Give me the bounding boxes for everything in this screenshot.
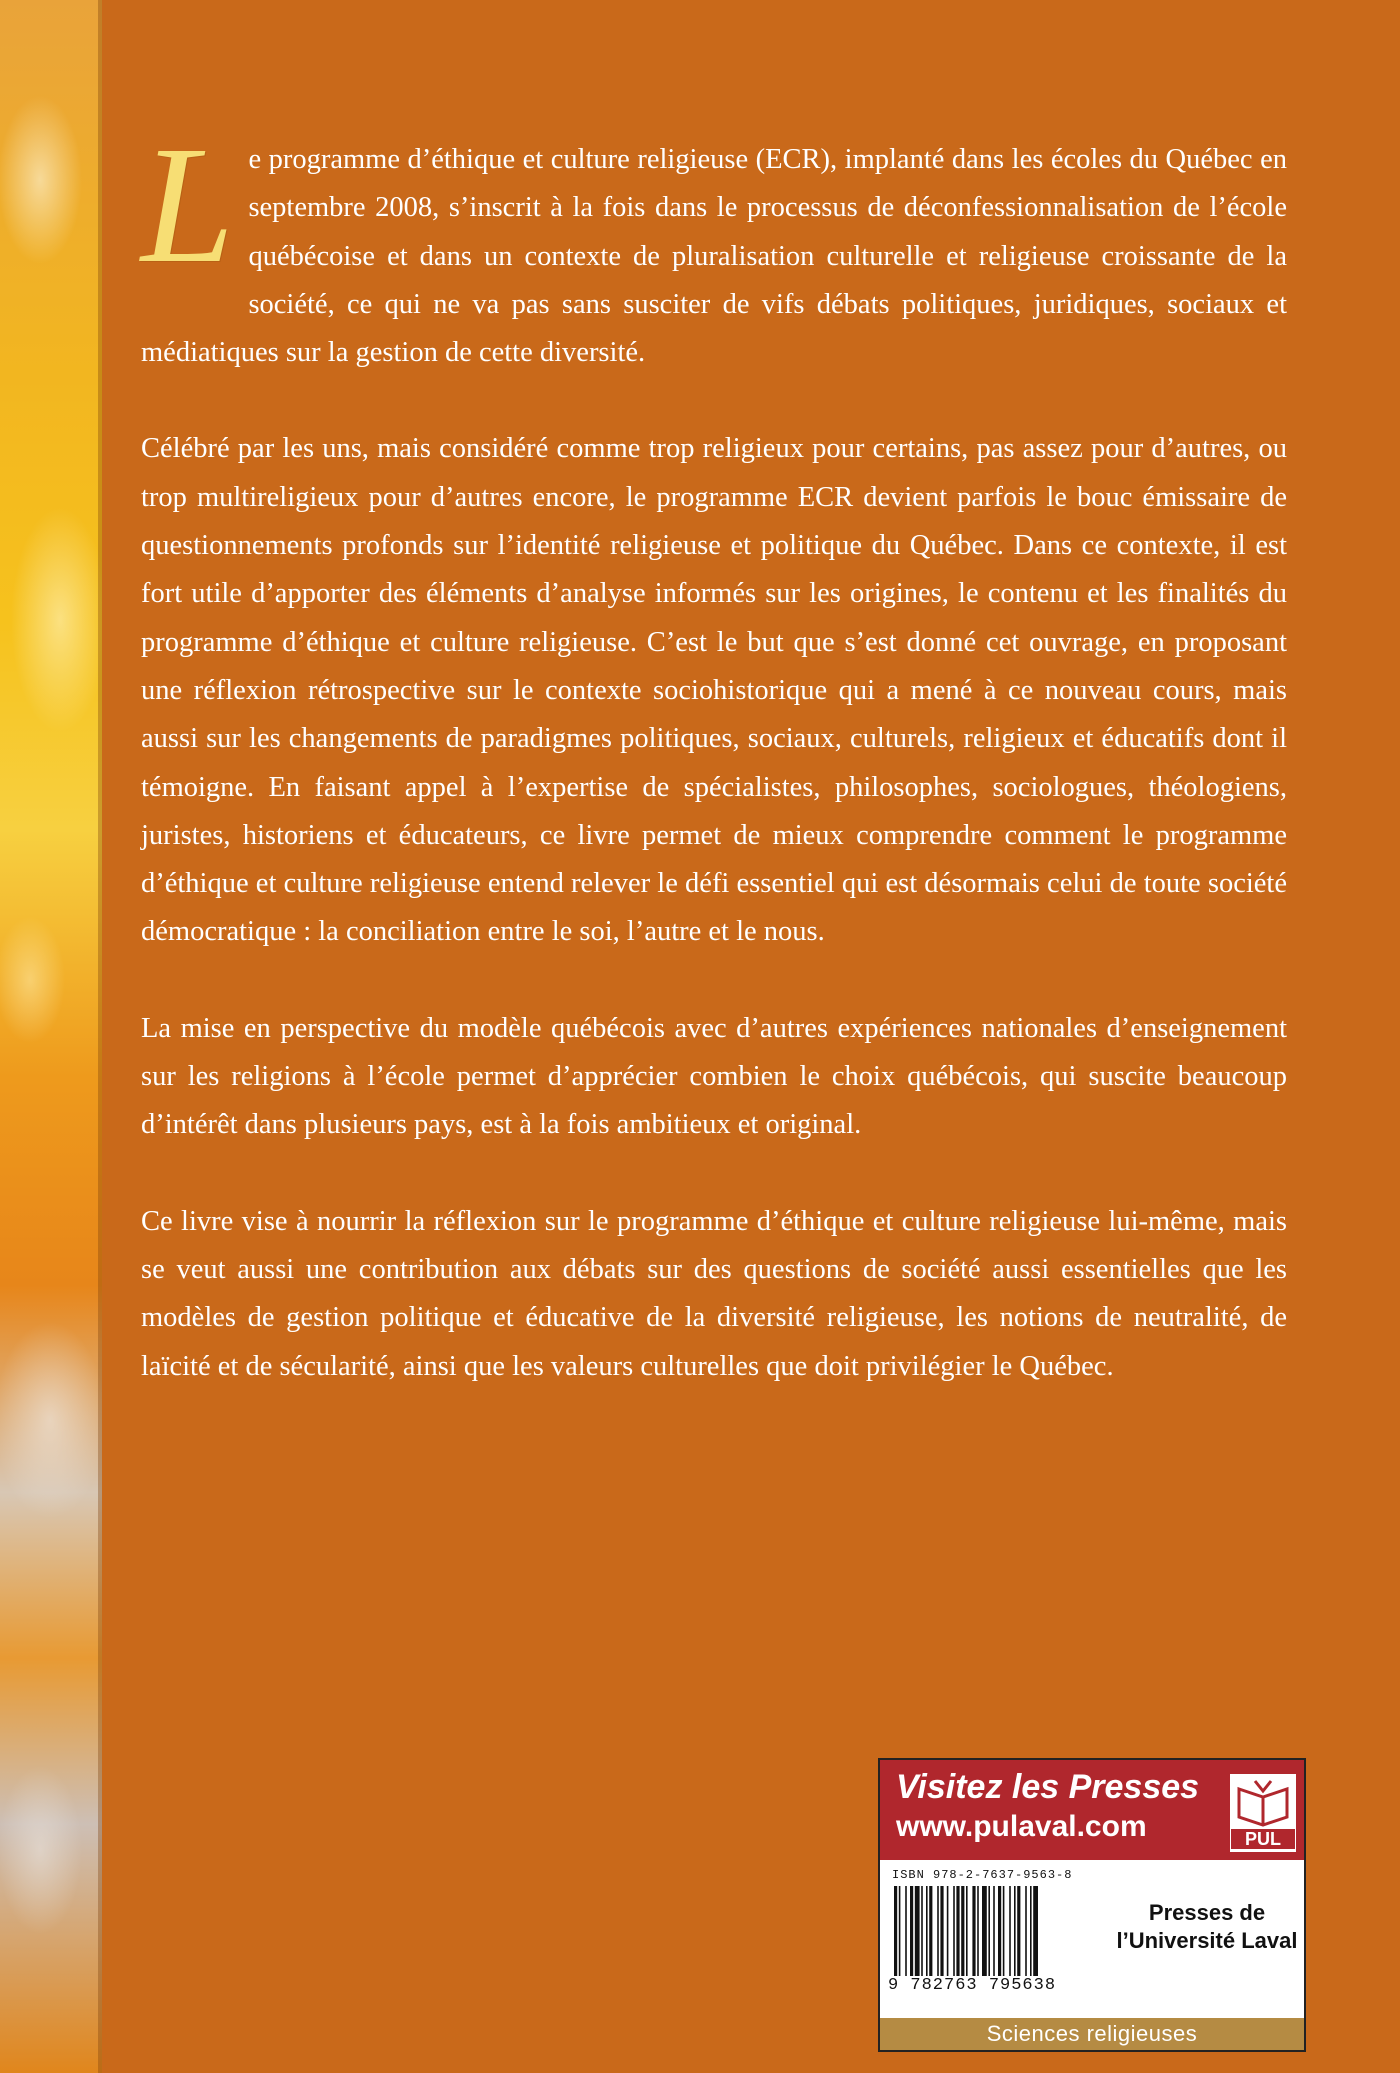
visit-text: Visitez les Presses (896, 1768, 1200, 1806)
publisher-name-line1: Presses de (1148, 1900, 1266, 1925)
paragraph-1 (141, 112, 1287, 377)
publisher-name-line2: l’Université Laval (1116, 1928, 1298, 1953)
publisher-box (878, 1758, 1306, 2052)
category-label: Sciences religieuses (880, 2018, 1304, 2050)
book-icon (1235, 1777, 1291, 1827)
isbn-area (880, 1860, 1304, 2016)
website-link[interactable]: www.pulaval.com (896, 1810, 1147, 1843)
paragraph-4: Ce livre vise à nourrir la réflexion sur le programme d’éthique et culture religieuse lui-même, mais se veut aussi une contribution aux débats sur des questions de société aussi essentielles que les modèles de gestion politique et éducative de la diversité religieuse, les notions de neutralité, de laïcité et de sécularité, ainsi que les valeurs culturelles que doit privilégier le Québec. (141, 1205, 1287, 1382)
paragraph-1-text: e programme d’éthique et culture religieuse (ECR), implanté dans les écoles du Québec en septembre 2008, s’inscrit à la fois dans le processus de déconfessionnalisation de l’école québécoise et dans un contexte de pluralisation culturelle et religieuse croissante de la société, ce qui ne va pas sans susciter de vifs débats politiques, juridiques, sociaux et médiatiques sur la gestion de cette diversité. (141, 144, 1287, 369)
paragraph-2: Célébré par les uns, mais considéré comme trop religieux pour certains, pas assez pour d’autres, ou trop multireligieux pour d’autres encore, le programme ECR devient parfois le bouc émissaire de questionnements profonds sur l’identité religieuse et politique du Québec. Dans ce contexte, il est fort utile d’apporter des éléments d’analyse informés sur les origines, le contenu et les finalités du programme d’éthique et culture religieuse. C’est le but que s’est donné cet ouvrage, en proposant une réflexion rétrospective sur le contexte sociohistorique qui a mené à ce nouveau cours, mais aussi sur les changements de paradigmes politiques, sociaux, culturels, religieux et éducatifs dont il témoigne. En faisant appel à l’expertise de spécialistes, philosophes, sociologues, théologiens, juristes, historiens et éducateurs, ce livre permet de mieux comprendre comment le programme d’éthique et culture religieuse entend relever le défi essentiel qui est désormais celui de toute société démocratique : la conciliation entre le soi, l’autre et le nous. (141, 433, 1287, 948)
barcode-digits: 9 782763 795638 (888, 1976, 1057, 1995)
back-cover-text (141, 112, 1287, 1439)
dropcap-letter: L (141, 112, 235, 298)
paragraph-3: La mise en perspective du modèle québécois avec d’autres expériences nationales d’enseignement sur les religions à l’école permet d’apprécier combien le choix québécois, qui suscite beaucoup d’intérêt dans plusieurs pays, est à la fois ambitieux et original. (141, 1012, 1287, 1141)
pul-logo (1230, 1774, 1296, 1852)
isbn-number: ISBN 978-2-7637-9563-8 (892, 1868, 1073, 1882)
publisher-banner (880, 1760, 1304, 1860)
barcode (892, 1886, 1104, 1976)
pul-logo-text: PUL (1231, 1829, 1295, 1849)
painted-edge-strip (0, 0, 102, 2073)
